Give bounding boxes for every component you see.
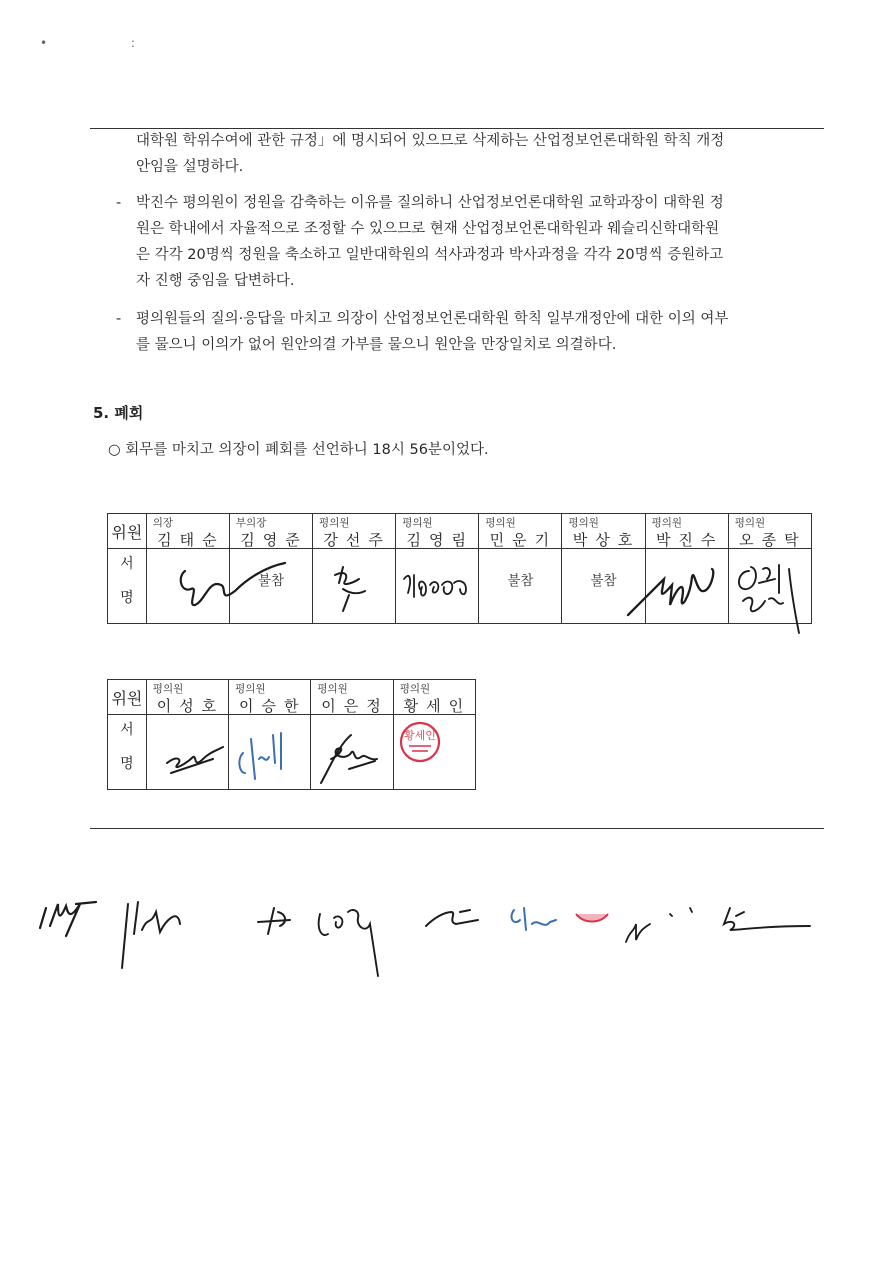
handwritten-signature (229, 715, 311, 789)
member-header (728, 514, 811, 549)
paragraph-resolution (136, 306, 826, 358)
signature-cell (728, 549, 811, 624)
seal-stamp (394, 715, 476, 789)
signature-table-1 (107, 513, 812, 624)
member-header (229, 680, 311, 715)
signature-cell (396, 549, 479, 624)
member-label: 위원 (108, 514, 147, 549)
text-line: 안임을 설명하다. (136, 159, 244, 175)
sign-label-bottom: 명 (120, 590, 134, 606)
paragraph-answer (136, 190, 826, 294)
member-header (146, 680, 228, 715)
handwritten-signature (147, 715, 229, 789)
handwritten-signature (311, 715, 393, 789)
sign-label (108, 549, 147, 624)
member-name: 박진수 (655, 531, 724, 549)
signature-cell (313, 549, 396, 624)
signature-cell (146, 549, 229, 624)
paragraph-continuation (136, 128, 826, 180)
member-header (562, 514, 645, 549)
member-name: 강선주 (323, 531, 391, 549)
absent-mark: 불참 (507, 573, 534, 589)
member-name: 김영림 (406, 531, 474, 549)
member-header (229, 514, 312, 549)
handwritten-signature (396, 549, 479, 623)
closing-statement: ○ 회무를 마치고 의장이 폐회를 선언하니 18시 56분이었다. (108, 442, 489, 458)
signature-cell (645, 549, 728, 624)
handwritten-signature (729, 549, 812, 623)
section-heading: 5. 폐회 (93, 404, 144, 422)
member-header (479, 514, 562, 549)
member-role: 부의장 (235, 517, 267, 529)
signature-cell (229, 715, 311, 790)
member-role: 평의원 (734, 517, 766, 529)
member-header (396, 514, 479, 549)
signature-cell (562, 549, 645, 624)
member-header (393, 680, 475, 715)
signature-cell (311, 715, 393, 790)
member-role: 평의원 (152, 683, 184, 695)
member-header (313, 514, 396, 549)
text-line: 평의원들의 질의·응답을 마치고 의장이 산업정보언론대학원 학칙 일부개정안에 대한 이의 여부 (136, 311, 729, 327)
signature-cell (393, 715, 475, 790)
member-role: 평의원 (651, 517, 683, 529)
handwritten-signature (313, 549, 396, 623)
seal-text: 황세인 (403, 729, 436, 742)
sign-label (108, 715, 147, 790)
signature-samples-strip (30, 890, 830, 990)
absent-mark: 불참 (257, 573, 285, 589)
text-line: 를 물으니 이의가 없어 원안의결 가부를 물으니 원안을 만장일치로 의결하다. (136, 337, 617, 353)
member-header (311, 680, 393, 715)
signature-cell (229, 549, 312, 624)
member-role: 평의원 (485, 517, 516, 529)
bullet-dash: - (116, 195, 122, 211)
handwritten-signature (646, 549, 729, 623)
sign-label-top: 서 (120, 556, 134, 572)
member-name: 김태순 (157, 531, 225, 549)
member-name: 황세인 (403, 697, 472, 715)
member-label: 위원 (108, 680, 147, 715)
member-name: 이성호 (156, 697, 225, 715)
absent-mark: 불참 (590, 573, 617, 589)
signature-table-2 (107, 679, 476, 790)
signature-cell (146, 715, 228, 790)
text-line: 원은 학내에서 자율적으로 조정할 수 있으므로 현재 산업정보언론대학원과 웨슬리신학대학원 (136, 221, 720, 237)
corner-marks: • : (40, 36, 175, 50)
member-name: 박상호 (572, 531, 641, 549)
member-name: 이승한 (239, 697, 307, 715)
member-role: 평의원 (399, 683, 431, 695)
bottom-rule (90, 828, 824, 829)
member-name: 민운기 (489, 531, 558, 549)
member-name: 김영준 (240, 531, 308, 549)
text-line: 박진수 평의원이 정원을 감축하는 이유를 질의하니 산업정보언론대학원 교학과장이 대학원 정 (136, 195, 724, 211)
member-header (146, 514, 229, 549)
member-header (645, 514, 728, 549)
text-line: 자 진행 중임을 답변하다. (136, 273, 295, 289)
member-name: 오종탁 (739, 531, 807, 549)
member-role: 평의원 (235, 683, 266, 695)
member-role: 평의원 (319, 517, 350, 529)
sign-label-bottom: 명 (120, 756, 134, 772)
member-name: 이은정 (321, 697, 389, 715)
member-role: 평의원 (402, 517, 433, 529)
text-line: 은 각각 20명씩 정원을 축소하고 일반대학원의 석사과정과 박사과정을 각각 20명씩 증원하고 (136, 247, 724, 263)
member-role: 의장 (152, 517, 174, 529)
member-role: 평의원 (317, 683, 348, 695)
sign-label-top: 서 (120, 722, 134, 738)
bullet-dash: - (116, 311, 122, 327)
text-line: 대학원 학위수여에 관한 규정」에 명시되어 있으므로 삭제하는 산업정보언론대학원 학칙 개정 (136, 133, 725, 149)
signature-cell (479, 549, 562, 624)
handwritten-signature (147, 549, 230, 623)
member-role: 평의원 (568, 517, 599, 529)
